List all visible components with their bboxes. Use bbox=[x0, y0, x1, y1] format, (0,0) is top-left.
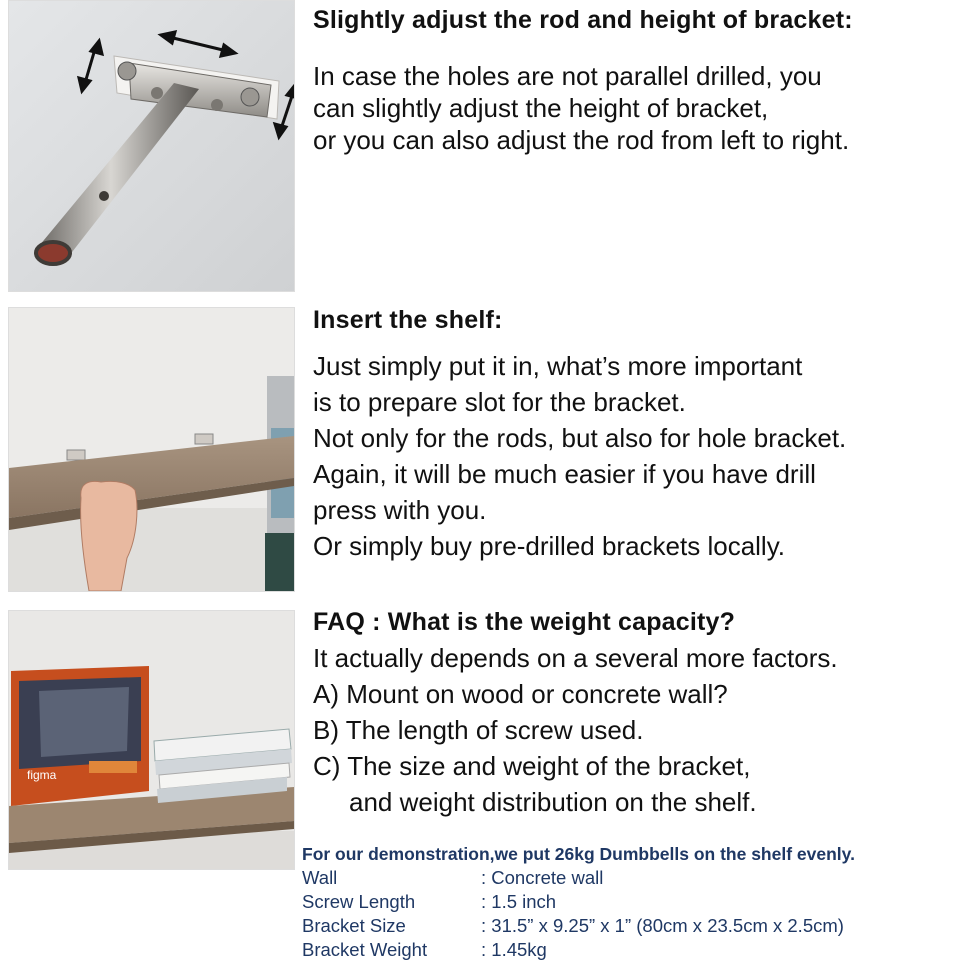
insert-shelf-photo bbox=[8, 307, 295, 592]
spec-label: Bracket Weight bbox=[302, 939, 428, 960]
adjust-line: can slightly adjust the height of bracket, bbox=[313, 93, 769, 123]
spec-label: Screw Length bbox=[302, 891, 416, 912]
insert-line: Or simply buy pre-drilled brackets locally. bbox=[313, 531, 785, 561]
spec-label: Bracket Size bbox=[302, 915, 406, 936]
spec-row-bracket-size bbox=[302, 914, 970, 938]
spec-row-screw-length bbox=[302, 890, 970, 914]
adjust-section-body bbox=[313, 60, 970, 156]
spec-row-bracket-weight bbox=[302, 938, 970, 962]
insert-line: Again, it will be much easier if you have drill bbox=[313, 459, 816, 489]
adjust-section-title: Slightly adjust the rod and height of bracket: bbox=[313, 6, 853, 34]
faq-section-body bbox=[313, 640, 970, 820]
faq-line: It actually depends on a several more factors. bbox=[313, 643, 838, 673]
faq-section bbox=[313, 606, 970, 820]
spec-value: : 31.5” x 9.25” x 1” (80cm x 23.5cm x 2.5cm) bbox=[481, 915, 844, 936]
faq-line: and weight distribution on the shelf. bbox=[349, 787, 757, 817]
box-brand-text: figma bbox=[27, 768, 57, 782]
insert-line: press with you. bbox=[313, 495, 487, 525]
faq-section-title: FAQ : What is the weight capacity? bbox=[313, 608, 736, 636]
faq-line: A) Mount on wood or concrete wall? bbox=[313, 679, 728, 709]
insert-section-title: Insert the shelf: bbox=[313, 306, 503, 334]
spec-value: : 1.5 inch bbox=[481, 891, 557, 912]
spec-value: : Concrete wall bbox=[481, 867, 604, 888]
demonstration-title: For our demonstration,we put 26kg Dumbbells on the shelf evenly. bbox=[302, 844, 855, 864]
spec-value: : 1.45kg bbox=[481, 939, 547, 960]
demonstration-specs bbox=[302, 842, 970, 962]
insert-line: Not only for the rods, but also for hole bracket. bbox=[313, 423, 847, 453]
spec-label: Wall bbox=[302, 867, 338, 888]
insert-line: is to prepare slot for the bracket. bbox=[313, 387, 686, 417]
adjust-line: or you can also adjust the rod from left to right. bbox=[313, 125, 850, 155]
insert-section-body bbox=[313, 348, 970, 564]
faq-line: B) The length of screw used. bbox=[313, 715, 644, 745]
insert-section bbox=[313, 304, 970, 564]
insert-line: Just simply put it in, what’s more important bbox=[313, 351, 803, 381]
faq-line: C) The size and weight of the bracket, bbox=[313, 751, 751, 781]
bracket-adjustment-photo bbox=[8, 0, 295, 292]
adjust-section bbox=[313, 4, 970, 156]
loaded-shelf-photo bbox=[8, 610, 295, 870]
adjust-line: In case the holes are not parallel drilled, you bbox=[313, 61, 822, 91]
spec-row-wall bbox=[302, 866, 970, 890]
